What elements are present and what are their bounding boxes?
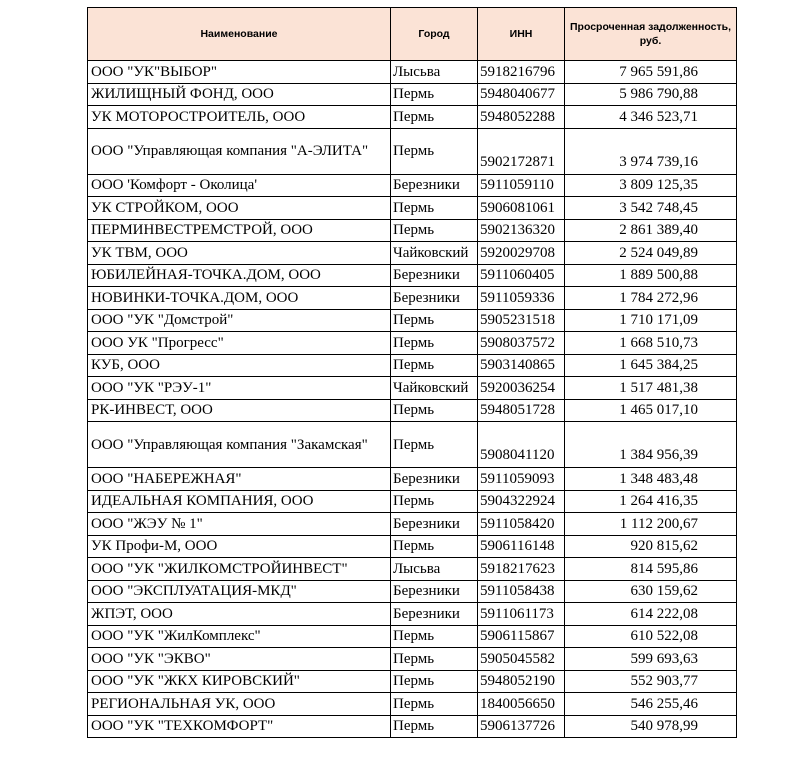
cell-city: Березники <box>391 603 478 626</box>
header-city: Город <box>391 8 478 61</box>
table-row <box>88 242 737 265</box>
cell-city: Пермь <box>391 219 478 242</box>
table-row <box>88 287 737 310</box>
cell-inn: 5903140865 <box>478 354 565 377</box>
table-row <box>88 558 737 581</box>
cell-debt: 1 517 481,38 <box>565 377 737 400</box>
cell-inn: 5920029708 <box>478 242 565 265</box>
table-row <box>88 715 737 738</box>
cell-debt: 610 522,08 <box>565 625 737 648</box>
cell-inn: 5906137726 <box>478 715 565 738</box>
table-row <box>88 197 737 220</box>
cell-inn: 5911059336 <box>478 287 565 310</box>
cell-debt: 540 978,99 <box>565 715 737 738</box>
cell-inn: 5905231518 <box>478 309 565 332</box>
cell-city: Березники <box>391 580 478 603</box>
cell-inn: 5905045582 <box>478 648 565 671</box>
cell-debt: 1 710 171,09 <box>565 309 737 332</box>
cell-city: Пермь <box>391 309 478 332</box>
cell-debt: 3 542 748,45 <box>565 197 737 220</box>
cell-city: Пермь <box>391 422 478 468</box>
table-row <box>88 693 737 716</box>
cell-name: ООО "УК"ВЫБОР" <box>88 61 391 84</box>
cell-inn: 5911058420 <box>478 513 565 536</box>
table-row <box>88 625 737 648</box>
cell-name: РЕГИОНАЛЬНАЯ УК, ООО <box>88 693 391 716</box>
cell-inn: 5918216796 <box>478 61 565 84</box>
cell-city: Березники <box>391 513 478 536</box>
cell-debt: 1 384 956,39 <box>565 422 737 468</box>
cell-name: УК Профи-М, ООО <box>88 535 391 558</box>
cell-inn: 5911059110 <box>478 174 565 197</box>
cell-city: Лысьва <box>391 61 478 84</box>
cell-debt: 1 889 500,88 <box>565 264 737 287</box>
cell-debt: 1 112 200,67 <box>565 513 737 536</box>
cell-name: ООО "УК "ТЕХКОМФОРТ" <box>88 715 391 738</box>
cell-inn: 5918217623 <box>478 558 565 581</box>
cell-name: ООО "Управляющая компания "Закамская" <box>88 422 391 468</box>
cell-city: Пермь <box>391 83 478 106</box>
cell-city: Пермь <box>391 535 478 558</box>
cell-inn: 5911058438 <box>478 580 565 603</box>
cell-city: Березники <box>391 287 478 310</box>
cell-debt: 1 645 384,25 <box>565 354 737 377</box>
cell-name: ИДЕАЛЬНАЯ КОМПАНИЯ, ООО <box>88 490 391 513</box>
cell-city: Пермь <box>391 670 478 693</box>
cell-city: Пермь <box>391 128 478 174</box>
cell-inn: 5902172871 <box>478 128 565 174</box>
table-row <box>88 580 737 603</box>
table-row <box>88 106 737 129</box>
cell-city: Чайковский <box>391 377 478 400</box>
cell-name: ООО "ЭКСПЛУАТАЦИЯ-МКД" <box>88 580 391 603</box>
table-row <box>88 399 737 422</box>
cell-name: ЖИЛИЩНЫЙ ФОНД, ООО <box>88 83 391 106</box>
table-row <box>88 83 737 106</box>
table-row <box>88 332 737 355</box>
cell-city: Березники <box>391 174 478 197</box>
table-row <box>88 670 737 693</box>
cell-debt: 614 222,08 <box>565 603 737 626</box>
cell-inn: 5906115867 <box>478 625 565 648</box>
cell-city: Пермь <box>391 693 478 716</box>
cell-city: Пермь <box>391 197 478 220</box>
cell-inn: 5908037572 <box>478 332 565 355</box>
debt-table <box>87 7 737 738</box>
cell-debt: 5 986 790,88 <box>565 83 737 106</box>
cell-debt: 1 668 510,73 <box>565 332 737 355</box>
cell-name: ООО 'Комфорт - Околица' <box>88 174 391 197</box>
cell-city: Березники <box>391 468 478 491</box>
header-name: Наименование <box>88 8 391 61</box>
cell-inn: 1840056650 <box>478 693 565 716</box>
cell-name: НОВИНКИ-ТОЧКА.ДОМ, ООО <box>88 287 391 310</box>
cell-inn: 5911061173 <box>478 603 565 626</box>
cell-debt: 3 809 125,35 <box>565 174 737 197</box>
table-row <box>88 128 737 174</box>
cell-debt: 814 595,86 <box>565 558 737 581</box>
cell-city: Чайковский <box>391 242 478 265</box>
table-row <box>88 61 737 84</box>
cell-debt: 552 903,77 <box>565 670 737 693</box>
table-row <box>88 264 737 287</box>
cell-city: Лысьва <box>391 558 478 581</box>
table-body <box>88 61 737 738</box>
cell-debt: 3 974 739,16 <box>565 128 737 174</box>
cell-inn: 5948052190 <box>478 670 565 693</box>
cell-inn: 5906116148 <box>478 535 565 558</box>
cell-debt: 2 524 049,89 <box>565 242 737 265</box>
cell-name: ЮБИЛЕЙНАЯ-ТОЧКА.ДОМ, ООО <box>88 264 391 287</box>
cell-city: Пермь <box>391 354 478 377</box>
table-row <box>88 174 737 197</box>
table-row <box>88 513 737 536</box>
cell-debt: 4 346 523,71 <box>565 106 737 129</box>
cell-city: Пермь <box>391 648 478 671</box>
table-row <box>88 648 737 671</box>
header-inn: ИНН <box>478 8 565 61</box>
cell-city: Березники <box>391 264 478 287</box>
table-row <box>88 490 737 513</box>
table-row <box>88 535 737 558</box>
cell-name: ПЕРМИНВЕСТРЕМСТРОЙ, ООО <box>88 219 391 242</box>
cell-inn: 5920036254 <box>478 377 565 400</box>
cell-debt: 1 348 483,48 <box>565 468 737 491</box>
cell-name: УК СТРОЙКОМ, ООО <box>88 197 391 220</box>
cell-inn: 5902136320 <box>478 219 565 242</box>
table-row <box>88 219 737 242</box>
table-row <box>88 309 737 332</box>
cell-inn: 5948052288 <box>478 106 565 129</box>
cell-debt: 2 861 389,40 <box>565 219 737 242</box>
header-debt: Просроченная задолженность, руб. <box>565 8 737 61</box>
cell-name: ООО УК "Прогресс" <box>88 332 391 355</box>
cell-inn: 5911060405 <box>478 264 565 287</box>
cell-name: ООО "УК "Домстрой" <box>88 309 391 332</box>
cell-inn: 5904322924 <box>478 490 565 513</box>
table-row <box>88 354 737 377</box>
cell-name: ООО "УК "ЖилКомплекс" <box>88 625 391 648</box>
cell-city: Пермь <box>391 490 478 513</box>
cell-city: Пермь <box>391 106 478 129</box>
table-row <box>88 603 737 626</box>
cell-debt: 1 264 416,35 <box>565 490 737 513</box>
cell-name: ООО "ЖЭУ № 1" <box>88 513 391 536</box>
cell-inn: 5911059093 <box>478 468 565 491</box>
cell-debt: 546 255,46 <box>565 693 737 716</box>
cell-debt: 630 159,62 <box>565 580 737 603</box>
cell-name: ООО "УК "ЖИЛКОМСТРОЙИНВЕСТ" <box>88 558 391 581</box>
cell-debt: 7 965 591,86 <box>565 61 737 84</box>
cell-debt: 1 784 272,96 <box>565 287 737 310</box>
cell-name: ООО "УК "ЖКХ КИРОВСКИЙ" <box>88 670 391 693</box>
cell-inn: 5906081061 <box>478 197 565 220</box>
cell-city: Пермь <box>391 399 478 422</box>
cell-inn: 5948040677 <box>478 83 565 106</box>
cell-name: УК МОТОРОСТРОИТЕЛЬ, ООО <box>88 106 391 129</box>
table-row <box>88 468 737 491</box>
cell-inn: 5908041120 <box>478 422 565 468</box>
cell-city: Пермь <box>391 332 478 355</box>
cell-name: РК-ИНВЕСТ, ООО <box>88 399 391 422</box>
table-row <box>88 422 737 468</box>
cell-name: ООО "УК "РЭУ-1" <box>88 377 391 400</box>
cell-debt: 920 815,62 <box>565 535 737 558</box>
cell-inn: 5948051728 <box>478 399 565 422</box>
cell-name: ЖПЭТ, ООО <box>88 603 391 626</box>
header-row <box>88 8 737 61</box>
cell-name: КУБ, ООО <box>88 354 391 377</box>
cell-name: ООО "Управляющая компания "А-ЭЛИТА" <box>88 128 391 174</box>
cell-city: Пермь <box>391 625 478 648</box>
cell-debt: 599 693,63 <box>565 648 737 671</box>
cell-debt: 1 465 017,10 <box>565 399 737 422</box>
cell-name: ООО "НАБЕРЕЖНАЯ" <box>88 468 391 491</box>
cell-city: Пермь <box>391 715 478 738</box>
cell-name: УК ТВМ, ООО <box>88 242 391 265</box>
cell-name: ООО "УК "ЭКВО" <box>88 648 391 671</box>
table-row <box>88 377 737 400</box>
